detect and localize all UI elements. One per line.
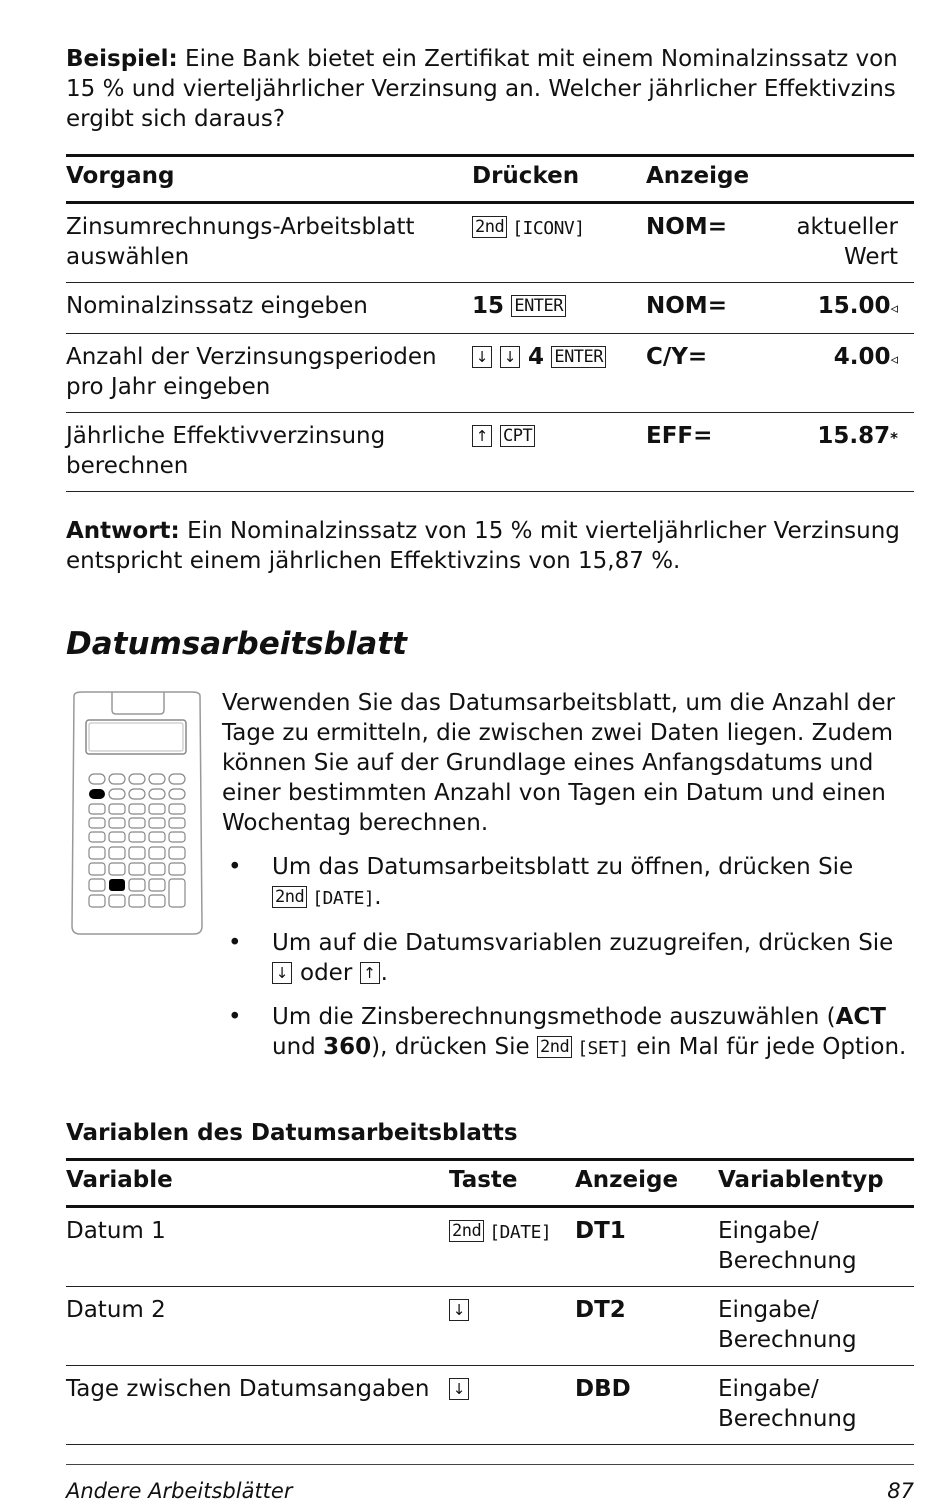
keys-cell	[472, 203, 646, 283]
key-number: 4	[528, 344, 545, 370]
key-2nd: 2nd	[449, 1220, 484, 1242]
col-header-taste: Taste	[449, 1160, 575, 1207]
key-cell	[449, 1207, 575, 1287]
col-header-vorgang: Vorgang	[66, 156, 472, 203]
keys-cell	[472, 413, 646, 492]
display-value: 4.00	[833, 344, 891, 370]
intro-block	[66, 688, 914, 1078]
key-number: 15	[472, 293, 505, 319]
table-row	[66, 413, 914, 492]
action-cell: Anzahl der Verzinsungsperioden pro Jahr eingeben	[66, 334, 472, 413]
intro-text-column	[222, 688, 914, 1078]
col-header-anzeige: Anzeige	[575, 1160, 718, 1207]
col-header-variablentyp: Variablentyp	[718, 1160, 914, 1207]
entered-marker-icon: ◃	[890, 299, 898, 317]
variables-table	[66, 1158, 914, 1445]
table-row	[66, 1287, 914, 1366]
col-header-druecken: Drücken	[472, 156, 646, 203]
list-item: • Um die Zinsberechnungsmethode auszuwählen (ACT und 360), drücken Sie 2nd [SET] ein Mal für jede Option.	[222, 1002, 914, 1064]
page-content	[66, 44, 914, 1445]
key-cpt: CPT	[500, 425, 535, 447]
arrow-up-icon: ↑	[360, 962, 380, 984]
action-cell: Nominalzinssatz eingeben	[66, 283, 472, 334]
type-cell: Eingabe/ Berechnung	[718, 1366, 914, 1445]
key-enter: ENTER	[551, 346, 606, 368]
display-value: 15.00	[817, 293, 891, 319]
example-paragraph	[66, 44, 914, 134]
display-cell	[646, 283, 914, 334]
display-cell: DT2	[575, 1287, 718, 1366]
keystroke-table	[66, 154, 914, 492]
display-cell	[646, 203, 914, 283]
key-2nd: 2nd	[272, 886, 307, 908]
col-header-variable: Variable	[66, 1160, 449, 1207]
keys-cell	[472, 334, 646, 413]
key-iconv: [ICONV]	[512, 218, 585, 239]
key-2nd: 2nd	[472, 216, 507, 238]
table-row	[66, 1366, 914, 1445]
arrow-down-icon: ↓	[272, 962, 292, 984]
type-cell: Eingabe/ Berechnung	[718, 1287, 914, 1366]
type-cell: Eingabe/ Berechnung	[718, 1207, 914, 1287]
keys-cell	[472, 283, 646, 334]
section-title: Datumsarbeitsblatt	[66, 626, 407, 662]
display-cell	[646, 413, 914, 492]
display-value: 15.87	[817, 423, 891, 449]
display-label: C/Y=	[646, 344, 708, 370]
table-row	[66, 1207, 914, 1287]
table-row	[66, 334, 914, 413]
example-label: Beispiel:	[66, 46, 178, 72]
table-row	[66, 203, 914, 283]
variables-title: Variablen des Datumsarbeitsblatts	[66, 1120, 518, 1146]
display-cell	[646, 334, 914, 413]
action-cell: Zinsumrechnungs-Arbeitsblatt auswählen	[66, 203, 472, 283]
display-label: NOM=	[646, 293, 727, 319]
arrow-down-icon: ↓	[500, 346, 520, 368]
arrow-down-icon: ↓	[472, 346, 492, 368]
col-header-anzeige: Anzeige	[646, 156, 914, 203]
variable-cell: Datum 1	[66, 1207, 449, 1287]
list-item: • Um auf die Datumsvariablen zuzugreifen, drücken Sie ↓ oder ↑ .	[222, 928, 914, 988]
variable-cell: Tage zwischen Datumsangaben	[66, 1366, 449, 1445]
example-text: Eine Bank bietet ein Zertifikat mit einem Nominalzinssatz von 15 % und vierteljährlicher Verzinsung an. Welcher jährlicher Effektivzins ergibt sich daraus?	[66, 46, 898, 132]
table-row	[66, 283, 914, 334]
list-item: • Um das Datumsarbeitsblatt zu öffnen, drücken Sie 2nd [DATE].	[222, 852, 914, 914]
display-label: NOM=	[646, 214, 727, 240]
display-cell: DBD	[575, 1366, 718, 1445]
arrow-down-icon: ↓	[449, 1378, 469, 1400]
key-set: [SET]	[577, 1038, 629, 1059]
display-label: EFF=	[646, 423, 713, 449]
key-date: [DATE]	[489, 1222, 552, 1243]
footer-divider	[66, 1464, 914, 1465]
calculator-icon	[70, 690, 204, 936]
entered-marker-icon: ◃	[890, 350, 898, 368]
footer-chapter: Andere Arbeitsblätter	[66, 1479, 293, 1503]
key-cell	[449, 1366, 575, 1445]
display-value: aktueller Wert	[796, 214, 898, 270]
variable-cell: Datum 2	[66, 1287, 449, 1366]
action-cell: Jährliche Effektivverzinsung berechnen	[66, 413, 472, 492]
arrow-down-icon: ↓	[449, 1299, 469, 1321]
key-date: [DATE]	[312, 888, 375, 909]
intro-paragraph: Verwenden Sie das Datumsarbeitsblatt, um die Anzahl der Tage zu ermitteln, die zwischen zwei Daten liegen. Zudem können Sie auf der Grundlage eines Anfangsdatums und einer bestimmten Anzahl von Tagen ein Datum und einen Wochentag berechnen.	[222, 690, 896, 836]
computed-marker-icon: *	[890, 429, 898, 447]
page-number: 87	[887, 1479, 914, 1503]
answer-text: Ein Nominalzinssatz von 15 % mit vierteljährlicher Verzinsung entspricht einem jährlichen Effektivzins von 15,87 %.	[66, 518, 900, 574]
display-cell: DT1	[575, 1207, 718, 1287]
answer-paragraph	[66, 516, 914, 576]
arrow-up-icon: ↑	[472, 425, 492, 447]
key-enter: ENTER	[511, 295, 566, 317]
key-2nd: 2nd	[537, 1036, 572, 1058]
answer-label: Antwort:	[66, 518, 180, 544]
key-cell	[449, 1287, 575, 1366]
bullet-list	[222, 852, 914, 1064]
